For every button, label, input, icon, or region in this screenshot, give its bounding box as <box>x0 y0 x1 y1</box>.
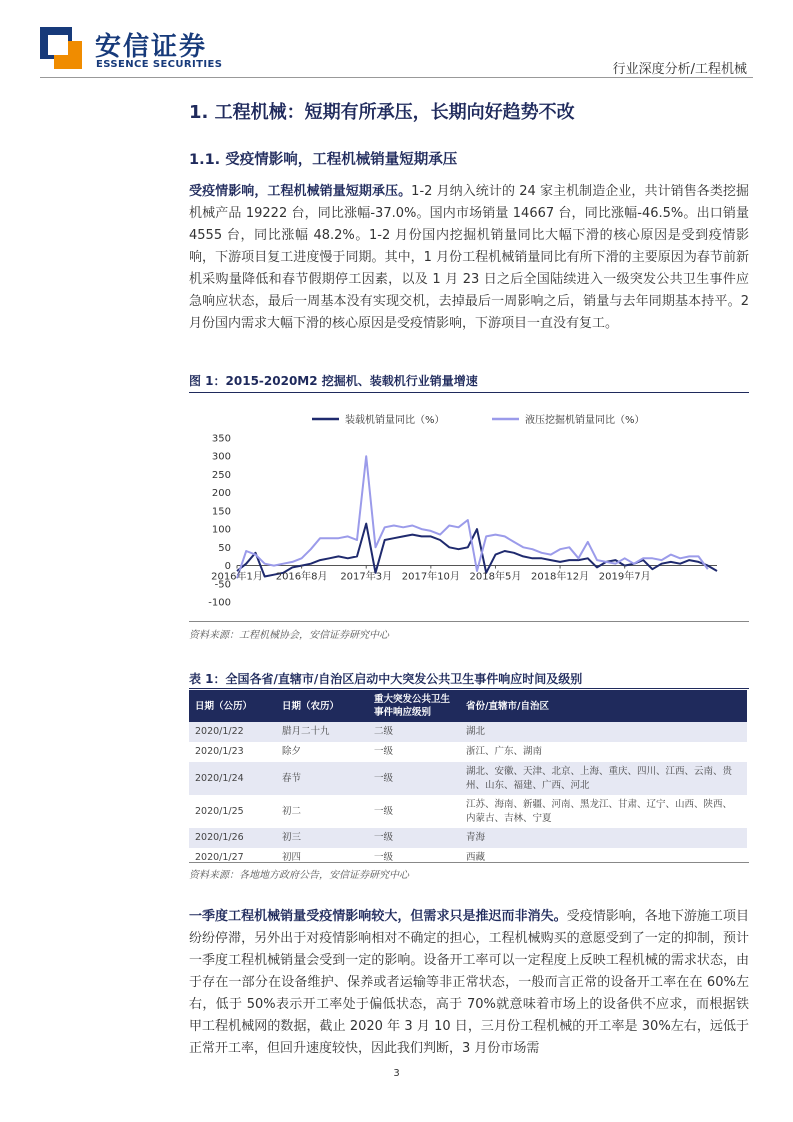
table-1-bottom-rule <box>189 862 749 863</box>
table-1-rule <box>189 688 749 689</box>
cell-date: 2020/1/24 <box>189 762 276 795</box>
table-row <box>189 742 747 762</box>
cell-date: 2020/1/27 <box>195 852 244 863</box>
subsection-heading: 1.1. 受疫情影响，工程机械销量短期承压 <box>189 152 458 168</box>
cell-lunar: 腊月二十九 <box>276 722 368 742</box>
table-row <box>189 762 747 795</box>
x-tick-label: 2018年5月 <box>469 571 522 583</box>
figure-1-source: 资料来源：工程机械协会，安信证券研究中心 <box>189 630 389 641</box>
paragraph-1-body: 1-2 月纳入统计的 24 家主机制造企业，共计销售各类挖掘机械产品 19222 台，同比涨幅-37.0%。国内市场销量 14667 台，同比涨幅-46.5%。出口销量 4555 台，同比涨幅 48.2%。1-2 月份国内挖掘机销量同比大幅下滑的核心原因是受到疫情影响，下游项目复工进度慢于同期。其中，1 月份工程机械销量同比有所下滑的主要原因为春节前新机采购量降低和春节假期停工因素，以及 1 月 23 日之后全国陆续进入一级突发公共卫生事件应急响应状态，最后一周基本没有实现交机，去掉最后一周影响之后，销量与去年同期基本持平。2 月份国内需求大幅下滑的核心原因是受疫情影响，下游项目一直没有复工。 <box>189 184 749 331</box>
brand-name-cn: 安信证券 <box>95 32 208 62</box>
x-tick-label: 2016年1月 <box>211 571 263 583</box>
cell-date: 2020/1/22 <box>189 722 276 742</box>
cell-date: 2020/1/26 <box>189 828 276 848</box>
y-tick-label: 100 <box>211 524 231 536</box>
table-row <box>189 848 747 868</box>
cell-regions: 湖北、安徽、天津、北京、上海、重庆、四川、江西、云南、贵州、山东、福建、广西、河北 <box>460 762 747 795</box>
cell-lunar: 初四 <box>282 852 302 863</box>
y-tick-label: 250 <box>211 469 231 481</box>
col-header-level: 重大突发公共卫生事件响应级别 <box>368 690 460 722</box>
cell-lunar: 初三 <box>276 828 368 848</box>
y-tick-label: 200 <box>211 488 231 500</box>
legend-label-excavator: 液压挖掘机销量同比（%） <box>525 415 645 426</box>
x-axis-ticks <box>211 566 651 583</box>
y-tick-label: 150 <box>211 506 231 518</box>
paragraph-2 <box>189 906 749 1060</box>
figure-1-bottom-rule <box>189 621 749 622</box>
y-tick-label: 50 <box>218 542 231 554</box>
page-number: 3 <box>393 1068 400 1079</box>
cell-level: 一级 <box>368 762 460 795</box>
cell-date: 2020/1/25 <box>195 805 244 817</box>
cell-lunar: 初二 <box>282 805 302 817</box>
table-1-caption: 表 1：全国各省/直辖市/自治区启动中大突发公共卫生事件响应时间及级别 <box>189 672 583 686</box>
section-heading: 1. 工程机械：短期有所承压，长期向好趋势不改 <box>189 102 575 123</box>
y-tick-label: 0 <box>224 561 231 573</box>
series-line-excavator <box>237 456 708 578</box>
brand-name-en: ESSENCE SECURITIES <box>96 59 223 70</box>
x-tick-label: 2019年7月 <box>598 571 651 583</box>
cell-level: 二级 <box>368 722 460 742</box>
cell-date: 2020/1/23 <box>195 746 244 757</box>
chart-legend <box>312 413 645 426</box>
figure-1-rule <box>189 392 749 393</box>
table-row <box>189 795 747 828</box>
series-lines <box>237 456 717 578</box>
col-header-date: 日期（公历） <box>189 690 276 722</box>
paragraph-2-lead: 一季度工程机械销量受疫情影响较大，但需求只是推迟而非消失。 <box>189 909 567 924</box>
x-tick-label: 2016年8月 <box>275 571 328 583</box>
cell-regions: 青海 <box>460 828 747 848</box>
cell-regions: 浙江、广东、湖南 <box>466 746 543 757</box>
essence-logo-icon <box>40 27 84 71</box>
cell-level: 一级 <box>368 828 460 848</box>
header-divider <box>40 77 753 78</box>
cell-level: 一级 <box>374 746 394 757</box>
col-header-regions: 省份/直辖市/自治区 <box>460 690 747 722</box>
y-tick-label: -50 <box>214 579 231 591</box>
table-row <box>189 828 747 848</box>
report-type: 行业深度分析/工程机械 <box>612 62 747 77</box>
cell-lunar: 春节 <box>276 762 368 795</box>
cell-regions: 江苏、海南、新疆、河南、黑龙江、甘肃、辽宁、山西、陕西、内蒙古、吉林、宁夏 <box>466 798 733 824</box>
response-level-table <box>189 690 747 868</box>
cell-regions: 湖北 <box>460 722 747 742</box>
paragraph-2-body: 受疫情影响，各地下游施工项目纷纷停滞，另外出于对疫情影响相对不确定的担心，工程机械购买的意愿受到了一定的抑制，预计一季度工程机械销量会受到一定的影响。设备开工率可以一定程度上反映工程机械的需求状态，由于存在一部分在设备维护、保养或者运输等非正常状态，一般而言正常的设备开工率在在 60%左右，低于 50%表示开工率处于偏低状态，高于 70%就意味着市场上的设备供不应求，而根据铁甲工程机械网的数据，截止 2020 年 3 月 10 日，三月份工程机械的开工率是 30%左右，远低于正常开工率，但回升速度较快，因此我们判断，3 月份市场需 <box>189 909 749 1056</box>
cell-level: 一级 <box>374 805 394 817</box>
sales-growth-chart <box>189 405 749 625</box>
x-tick-label: 2017年10月 <box>401 571 460 583</box>
legend-label-loader: 装载机销量同比（%） <box>345 415 445 426</box>
y-tick-label: 350 <box>211 433 231 445</box>
figure-1-caption: 图 1：2015-2020M2 挖掘机、装载机行业销量增速 <box>189 374 478 388</box>
paragraph-1-lead: 受疫情影响，工程机械销量短期承压。 <box>189 184 412 199</box>
table-row <box>189 722 747 742</box>
table-header-row <box>189 690 747 722</box>
y-tick-label: 300 <box>211 451 231 463</box>
x-tick-label: 2018年12月 <box>530 571 590 583</box>
table-1-source: 资料来源：各地地方政府公告，安信证券研究中心 <box>189 870 409 881</box>
cell-lunar: 除夕 <box>282 746 302 757</box>
cell-regions: 西藏 <box>466 852 486 863</box>
x-tick-label: 2017年3月 <box>340 571 393 583</box>
cell-level: 一级 <box>374 852 394 863</box>
col-header-lunar: 日期（农历） <box>276 690 368 722</box>
y-tick-label: -100 <box>208 597 231 609</box>
paragraph-1 <box>189 181 749 335</box>
